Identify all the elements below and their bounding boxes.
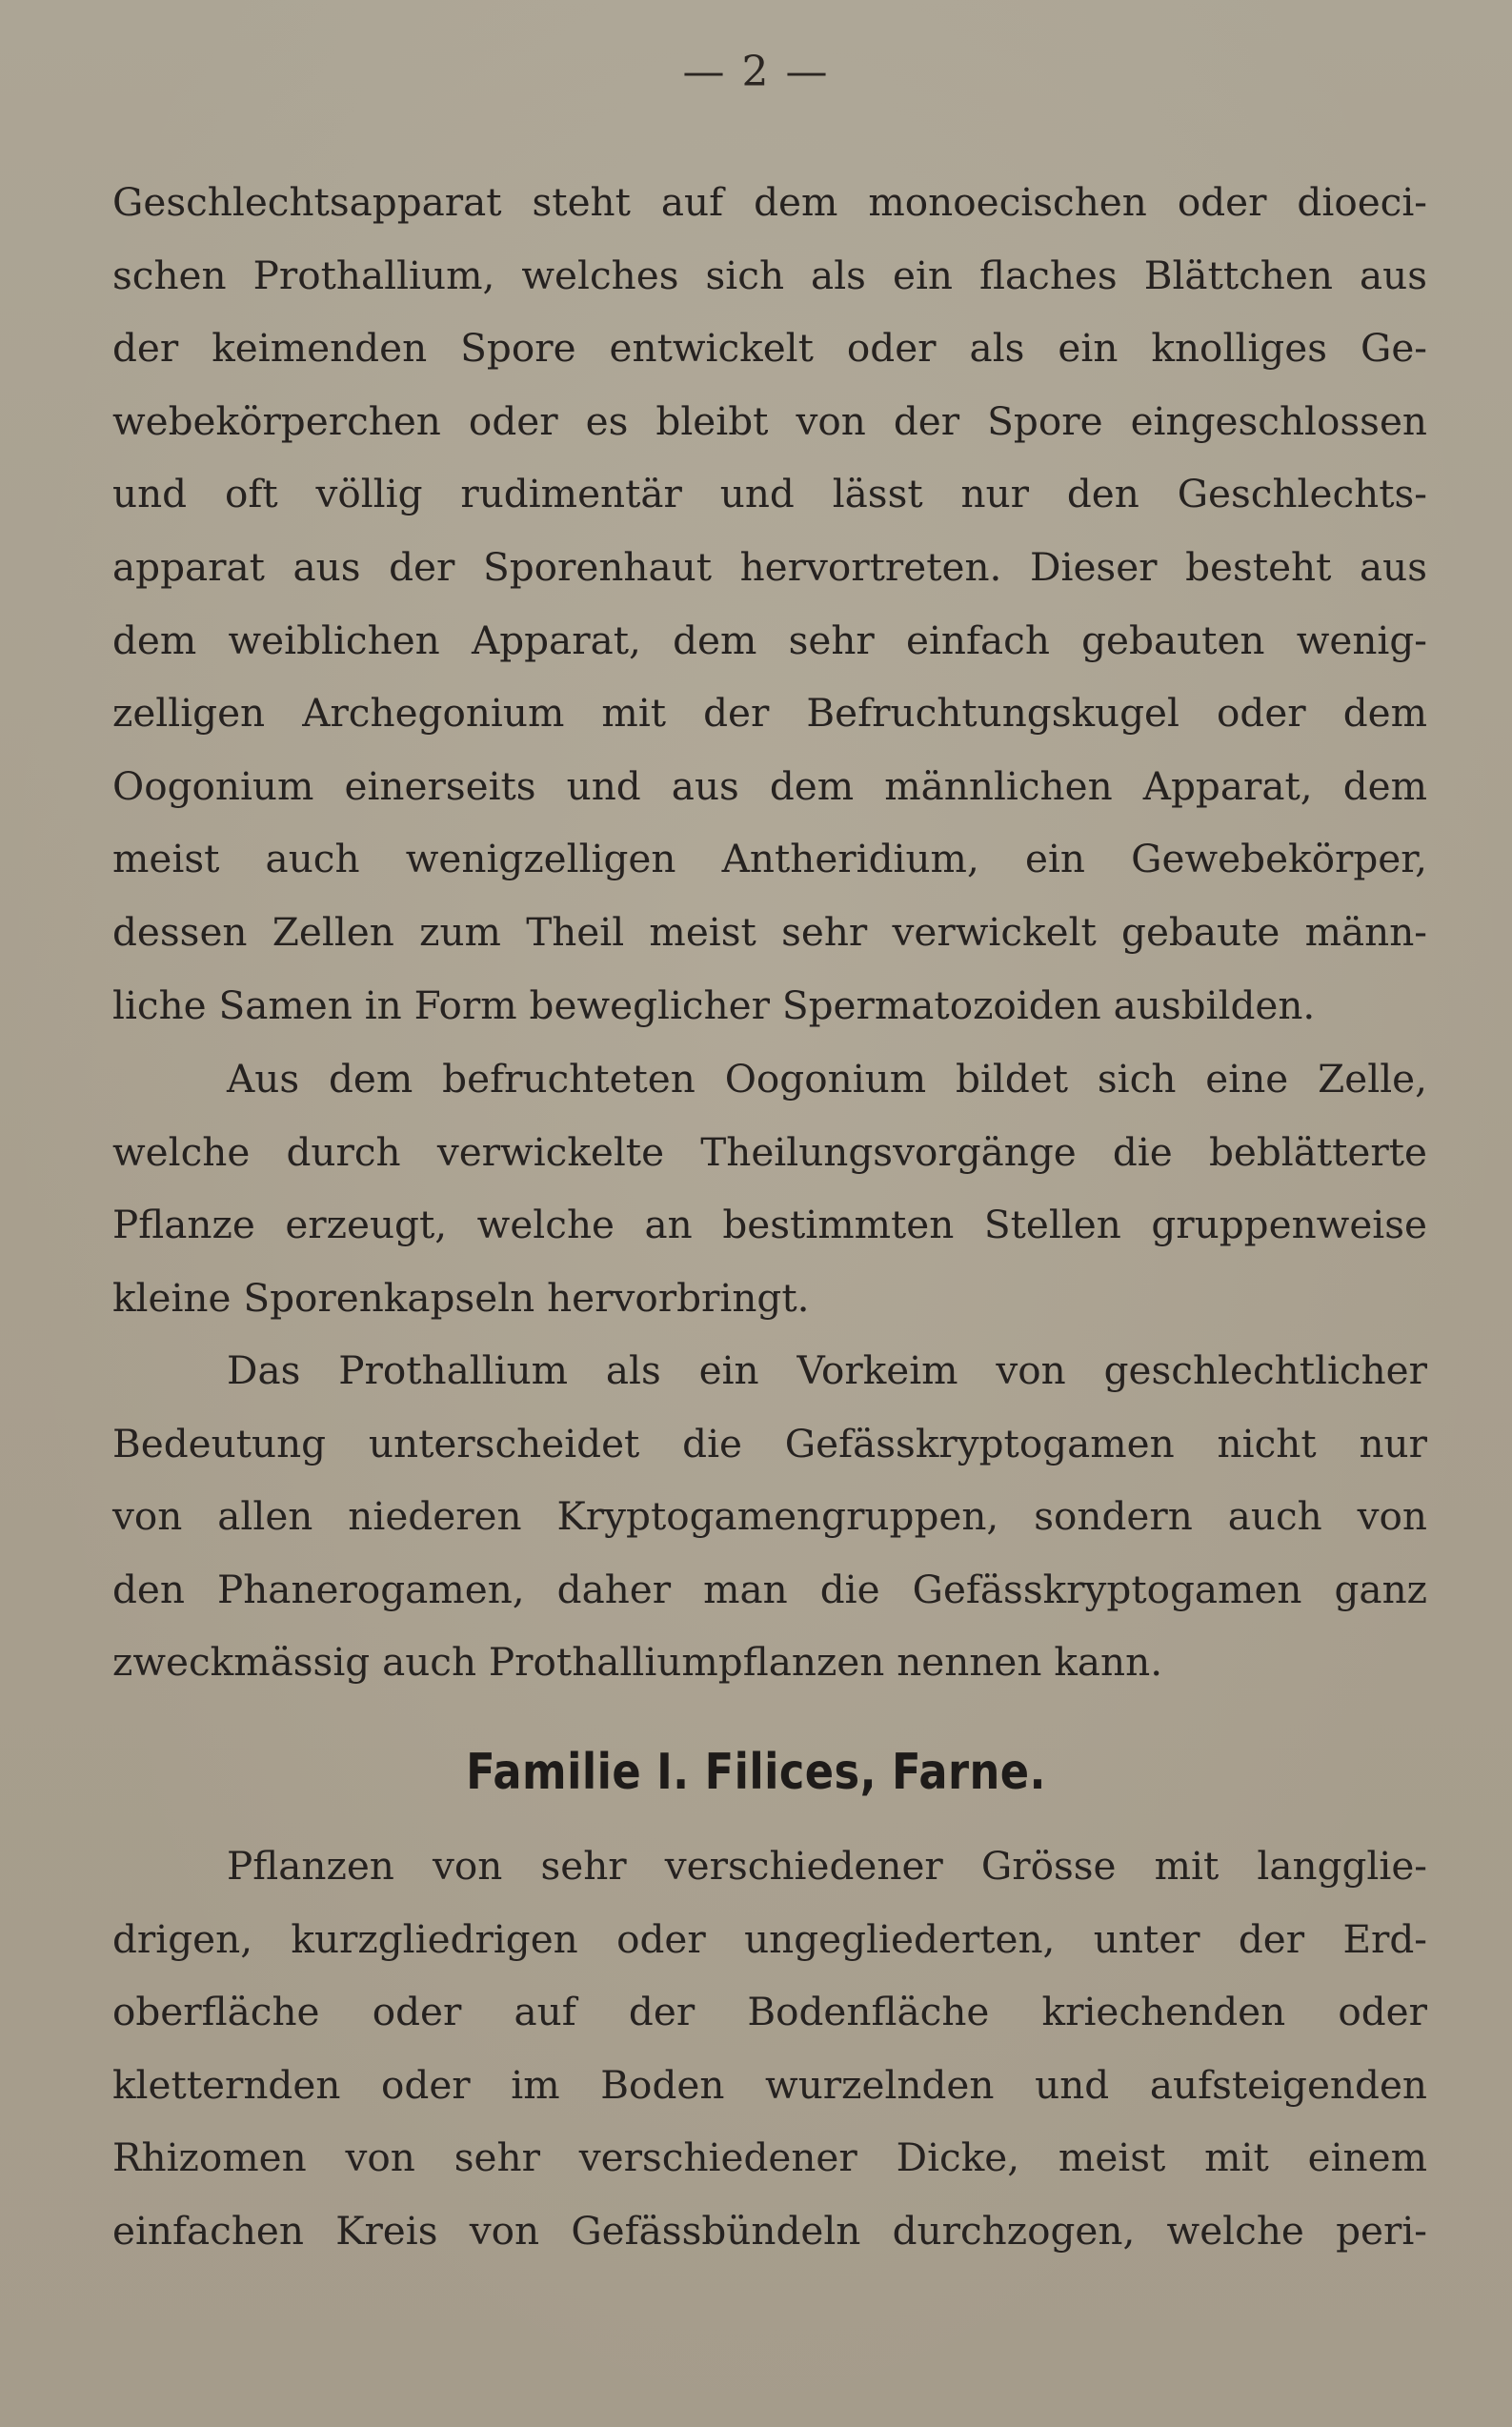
text-line: kleine Sporenkapseln hervorbringt.: [112, 1274, 810, 1321]
section-heading: Familie I. Filices, Farne.: [466, 1744, 1046, 1801]
paragraph-3: [112, 1334, 1427, 1699]
text-line: dessen Zellen zum Theil meist sehr verwickelt gebaute männ-: [112, 908, 1427, 955]
text-line: Oogonium einerseits und aus dem männlichen Apparat, dem: [112, 762, 1427, 809]
text-line: liche Samen in Form beweglicher Spermatozoiden ausbilden.: [112, 981, 1316, 1028]
text-line: apparat aus der Sporenhaut hervortreten. Dieser besteht aus: [112, 543, 1427, 590]
text-line: Rhizomen von sehr verschiedener Dicke, meist mit einem: [112, 2134, 1427, 2181]
text-line: den Phanerogamen, daher man die Gefässkryptogamen ganz: [112, 1566, 1427, 1612]
text-line: zweckmässig auch Prothalliumpflanzen nennen kann.: [112, 1639, 1163, 1686]
paragraph-4: [112, 1830, 1427, 2268]
text-line: welche durch verwickelte Theilungsvorgänge die beblätterte: [112, 1128, 1427, 1175]
text-line: Pflanzen von sehr verschiedener Grösse mit langglie-: [227, 1843, 1427, 1889]
text-line: schen Prothallium, welches sich als ein flaches Blättchen aus: [112, 252, 1427, 298]
text-line: Pflanze erzeugt, welche an bestimmten Stellen gruppenweise: [112, 1202, 1427, 1248]
text-line: einfachen Kreis von Gefässbündeln durchzogen, welche peri-: [112, 2207, 1427, 2254]
text-line: Bedeutung unterscheidet die Gefässkryptogamen nicht nur: [112, 1420, 1427, 1466]
text-line: von allen niederen Kryptogamengruppen, sondern auch von: [112, 1493, 1427, 1540]
text-line: webekörperchen oder es bleibt von der Spore eingeschlossen: [112, 397, 1427, 444]
text-line: Geschlechtsapparat steht auf dem monoecischen oder dioeci-: [112, 179, 1427, 225]
text-line: der keimenden Spore entwickelt oder als ein knolliges Ge-: [112, 325, 1427, 372]
text-line: zelligen Archegonium mit der Befruchtungskugel oder dem: [112, 690, 1427, 737]
text-line: drigen, kurzgliedrigen oder ungegliederten, unter der Erd-: [112, 1915, 1427, 1962]
text-line: oberfläche oder auf der Bodenfläche kriechenden oder: [112, 1989, 1427, 2035]
text-line: dem weiblichen Apparat, dem sehr einfach gebauten wenig-: [112, 617, 1427, 663]
text-line: Das Prothallium als ein Vorkeim von geschlechtlicher: [227, 1347, 1427, 1393]
text-line: meist auch wenigzelligen Antheridium, ein Gewebekörper,: [112, 836, 1427, 882]
text-line: kletternden oder im Boden wurzelnden und aufsteigenden: [112, 2061, 1427, 2108]
text-line: Aus dem befruchteten Oogonium bildet sich eine Zelle,: [227, 1056, 1427, 1102]
page-number: — 2 —: [682, 48, 830, 96]
text-line: und oft völlig rudimentär und lässt nur den Geschlechts-: [112, 471, 1427, 517]
paragraph-2: [112, 1042, 1427, 1334]
paragraph-1: [112, 166, 1427, 1042]
